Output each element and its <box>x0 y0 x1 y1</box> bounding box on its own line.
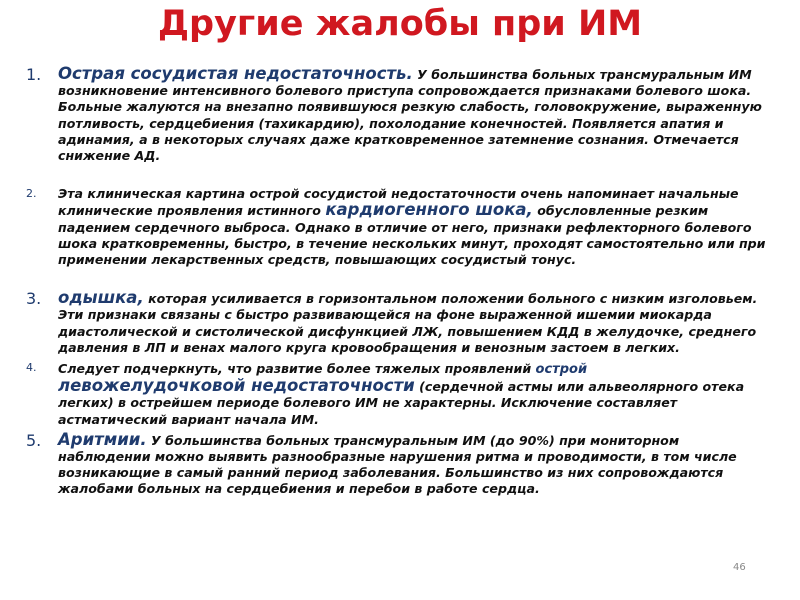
item-text-before: Следует подчеркнуть, что развитие более тяжелых проявлений <box>58 361 536 377</box>
item-text: У большинства больных трансмуральным ИМ (до 90%) при мониторном наблюдении можно выявить разнообразные нарушения ритма и проводимости, в том числе возникающие в самый ранний период заболевания. Большинство из них сопровождаются жалобами больных на сердцебиения и перебои в работе сердца. <box>58 432 737 497</box>
item-highlight: Острая сосудистая недостаточность. <box>58 64 413 83</box>
item-text-after: (сердечной астмы или альвеолярного отека легких) в острейшем периоде болевого ИМ не характерны. Исключение составляет астматический вариант начала ИМ. <box>58 379 745 427</box>
list-item <box>26 186 774 268</box>
item-highlight-small: острой <box>535 362 588 378</box>
list-item <box>26 360 774 428</box>
complaints-list <box>26 66 774 498</box>
item-number: 1. <box>26 65 42 84</box>
item-text: которая усиливается в горизонтальном положении больного с низким изголовьем. Эти признаки связаны с быстро развивающейся на фоне выраженной ишемии миокарда диастолической и систолической дисфункцией ЛЖ, повышением КДД в желудочке, среднего давления в ЛП и венах малого круга кровообращения и венозным застоем в легких. <box>58 291 758 355</box>
item-number: 4. <box>26 361 37 375</box>
list-item <box>26 66 774 164</box>
page-number: 46 <box>733 562 746 573</box>
item-number: 2. <box>26 187 37 201</box>
list-item <box>26 429 774 498</box>
item-text: У большинства больных трансмуральным ИМ возникновение интенсивного болевого приступа сопровождается признаками болевого шока. Больные жалуются на внезапно появившуюся резкую слабость, головокружение, выраженную потливость, сердцебиения (тахикардию), похолодание конечностей. Появляется апатия и адинамия, а в некоторых случаях даже кратковременное затемнение сознания. Отмечается снижение АД. <box>58 67 762 164</box>
item-highlight: левожелудочковой недостаточности <box>58 376 415 396</box>
item-highlight: Аритмии. <box>58 429 147 449</box>
list-item <box>26 290 774 356</box>
item-number: 3. <box>26 289 42 309</box>
item-number: 5. <box>26 430 42 450</box>
item-text-after: обусловленные резким падением сердечного выброса. Однако в отличие от него, признаки рефлекторного болевого шока кратковременны, быстро, в течение нескольких минут, проходят самостоятельно или при применении лекарственных средств, повышающих сосудистый тонус. <box>58 203 766 268</box>
item-text-before: Эта клиническая картина острой сосудистой недостаточности очень напоминает начальные клинические проявления истинного <box>58 186 739 219</box>
item-highlight: кардиогенного шока, <box>325 200 533 220</box>
item-highlight: одышка, <box>58 288 144 308</box>
slide-title: Другие жалобы при ИМ <box>157 4 643 44</box>
